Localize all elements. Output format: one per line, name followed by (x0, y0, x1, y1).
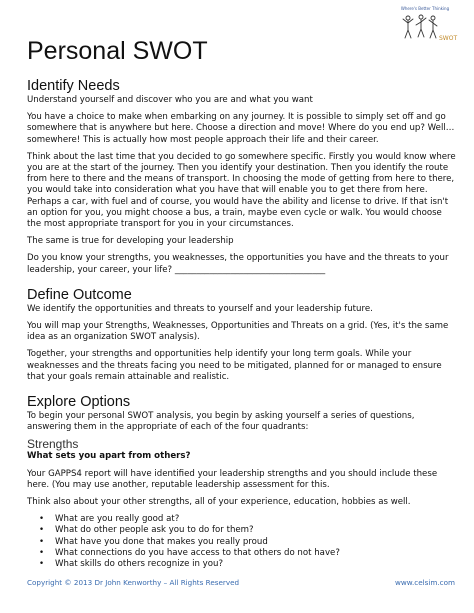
paragraph: Think about the last time that you decided to go somewhere specific. Firstly you would know where you are at the start of the journey. Then you identify your destination. Then you identify the route from here to there and the means of transport. In choosing the mode of getting from here to there, you would take into consideration what you have that will enable you to get there from here. Perhaps a car, with fuel and of course, you would have the ability and license to drive. If that isn't an option for you, you might choose a bus, a train, maybe even cycle or walk. You would choose the most appropriate transport for you in your circumstances. (27, 151, 456, 230)
section-subheading: To begin your personal SWOT analysis, you begin by asking yourself a series of questions, answering them in the appropriate of each of the four quadrants: (27, 411, 415, 433)
paragraph: Do you know your strengths, you weaknesses, the opportunities you have and the threats to your leadership, your career, your life? ___________________________________ (27, 253, 449, 275)
logo-tagline: Where's Better Thinking (400, 6, 450, 11)
strengths-list (27, 514, 457, 570)
paragraph: Together, your strengths and opportunities help identify your long term goals. While your weaknesses and the threats facing you need to be mitigated, planned for or managed to ensure that your goals remain attainable and realistic. (27, 349, 442, 382)
paragraph: Think also about your other strengths, all of your experience, education, hobbies as well. (27, 497, 411, 508)
section-heading: Define Outcome (27, 286, 132, 303)
page-title: Personal SWOT (27, 37, 208, 65)
paragraph: The same is true for developing your leadership (27, 236, 234, 247)
list-item: • What are you really good at? (55, 514, 457, 525)
section-explore-options (27, 394, 457, 570)
list-item: • What skills do others recognize in you? (55, 559, 457, 570)
section-heading: Identify Needs (27, 78, 120, 94)
document-body (27, 36, 457, 570)
subsection-heading: Strengths (27, 437, 79, 452)
section-subheading: Understand yourself and discover who you are and what you want (27, 95, 313, 105)
paragraph: You will map your Strengths, Weaknesses, Opportunities and Threats on a grid. (Yes, it's the same idea as an organization SWOT analysis). (27, 321, 449, 343)
strengths-question: What sets you apart from others? (27, 451, 191, 462)
section-identify-needs (27, 78, 457, 276)
footer-website-link[interactable]: www.celsim.com (394, 578, 455, 587)
list-item: • What do other people ask you to do for them? (55, 525, 457, 536)
section-heading: Explore Options (27, 394, 131, 411)
list-item: • What have you done that makes you really proud (55, 537, 457, 548)
section-define-outcome (27, 287, 457, 383)
list-item: • What connections do you have access to that others do not have? (55, 548, 457, 559)
logo-mark: SWOT (439, 35, 458, 42)
paragraph: Your GAPPS4 report will have identified your leadership strengths and you should include these here. (You may use another, reputable leadership assessment for this. (27, 468, 438, 490)
paragraph: You have a choice to make when embarking on any journey. It is possible to simply set off and go somewhere that is anywhere but here. Choose a direction and move! Where do you end up? Well…somewhere! This is actually how most people approach their life and their career. (27, 112, 455, 145)
footer-copyright: Copyright © 2013 Dr John Kenworthy – All Rights Reserved (27, 578, 240, 587)
section-subheading: We identify the opportunities and threats to yourself and your leadership future. (27, 303, 373, 314)
